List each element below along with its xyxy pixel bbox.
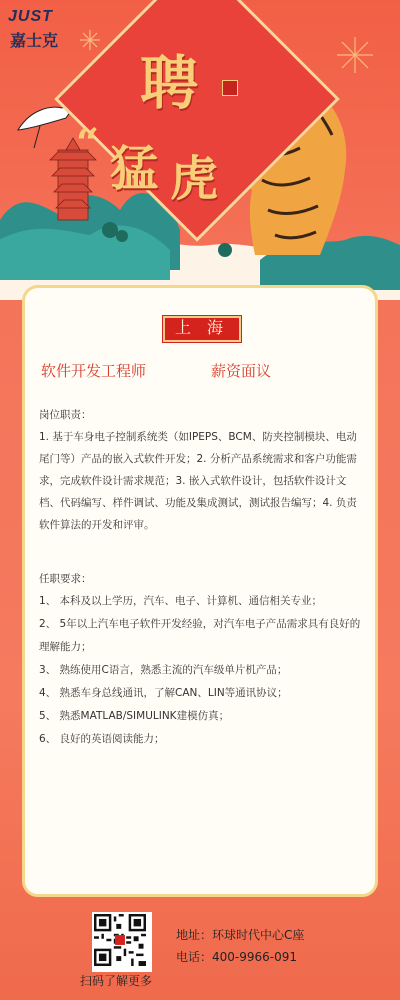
requirements-title: 任职要求： bbox=[39, 573, 92, 585]
address-text: 地址：环球时代中心C座 bbox=[176, 928, 305, 942]
phone-text[interactable]: 电话：400-9966-091 bbox=[176, 950, 298, 964]
qr-code[interactable] bbox=[92, 912, 152, 972]
requirement-item: 2、 5年以上汽车电子软件开发经验，对汽车电子产品需求具有良好的理解能力； bbox=[39, 618, 361, 653]
duties-section bbox=[39, 404, 365, 536]
headline-diamond bbox=[0, 0, 400, 300]
headline-hu: 虎 bbox=[170, 151, 219, 207]
red-seal-icon bbox=[222, 80, 238, 96]
requirement-item: 3、 熟练使用C语言，熟悉主流的汽车级单片机产品； bbox=[39, 664, 288, 676]
logo-chinese: 嘉士克 bbox=[10, 31, 59, 50]
salary-text: 薪资面议 bbox=[211, 362, 272, 380]
requirement-item: 5、 熟悉MATLAB/SIMULINK建模仿真； bbox=[39, 710, 230, 722]
requirement-item: 4、 熟悉车身总线通讯，了解CAN、LIN等通讯协议； bbox=[39, 687, 288, 699]
duties-title: 岗位职责： bbox=[39, 409, 92, 421]
duties-text: 1. 基于车身电子控制系统类（如IPEPS、BCM、防夹控制模块、电动尾门等）产品的嵌入式软件开发；2. 分析产品系统需求和客户功能需求，完成软件设计需求规范；3. 嵌入式软件设计，包括软件设计文档、代码编写、样件调试、功能及集成测试，测试报告编写；4. 负责软件算法的开发和评审。 bbox=[39, 431, 357, 531]
job-title: 软件开发工程师 bbox=[41, 362, 147, 380]
requirements-section bbox=[39, 568, 365, 751]
requirement-item: 1、 本科及以上学历，汽车、电子、计算机、通信相关专业； bbox=[39, 595, 323, 607]
requirement-item: 6、 良好的英语阅读能力； bbox=[39, 733, 165, 745]
qr-code-icon bbox=[94, 914, 146, 966]
location-tag: 上 海 bbox=[163, 316, 241, 342]
job-card bbox=[22, 285, 378, 897]
headline-meng: 猛 bbox=[110, 141, 159, 197]
headline-pin: 聘 bbox=[140, 49, 199, 117]
headline-quote-mark: “ bbox=[76, 120, 100, 167]
hero-banner bbox=[0, 0, 400, 300]
requirements-list bbox=[39, 590, 365, 751]
qr-caption: 扫码了解更多 bbox=[80, 974, 153, 988]
logo-english: JUST bbox=[8, 8, 53, 25]
